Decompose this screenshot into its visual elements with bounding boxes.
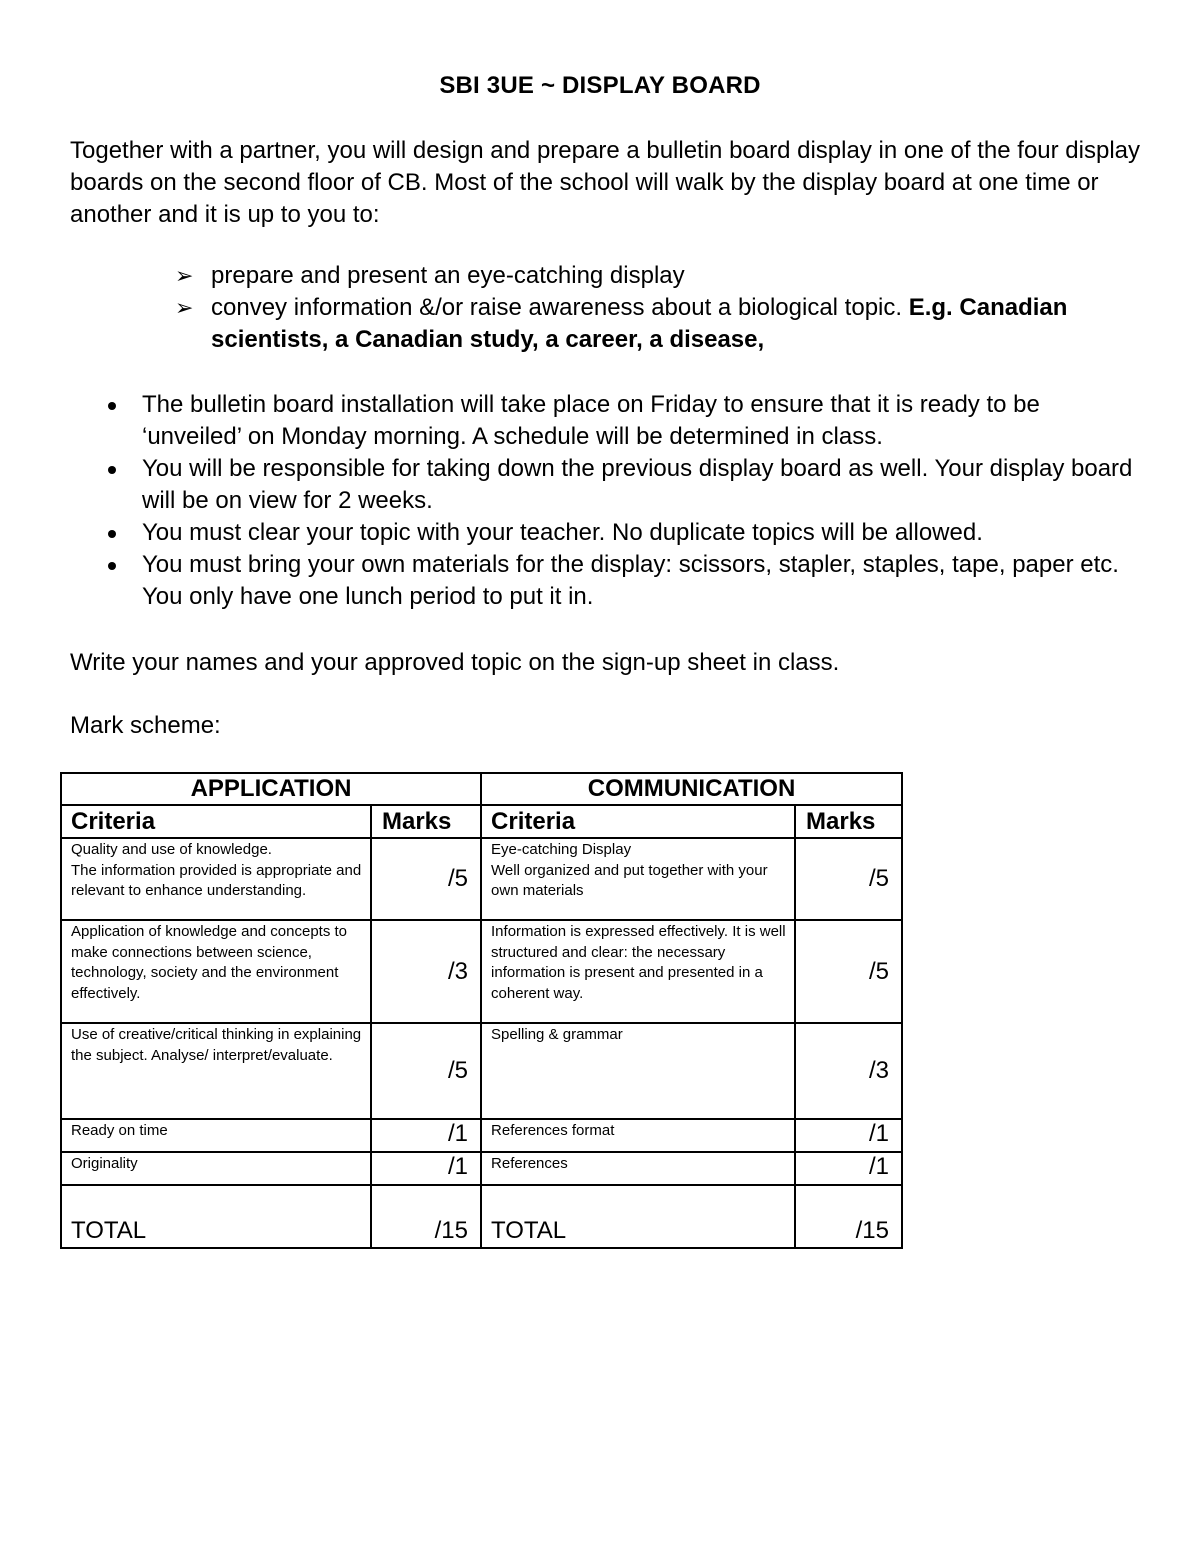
application-criteria-header: Criteria (61, 805, 371, 838)
communication-criteria-cell: Information is expressed effectively. It is well structured and clear: the necessary information is present and presented in a coherent way. (481, 920, 795, 1023)
communication-criteria-cell: References format (481, 1119, 795, 1152)
intro-paragraph: Together with a partner, you will design and prepare a bulletin board display in one of the four display boards on the second floor of CB. Most of the school will walk by the display board at one time or another and it is up to you to: (70, 137, 1141, 228)
table-row (61, 838, 902, 920)
application-criteria-cell: Quality and use of knowledge. The information provided is appropriate and relevant to enhance understanding. (61, 838, 371, 920)
goal-examples: E.g. Canadian scientists, a Canadian study, a career, a disease, (211, 294, 1068, 353)
bullet-dot-icon (108, 562, 116, 570)
bullet-dot-icon (108, 402, 116, 410)
application-header: APPLICATION (61, 773, 481, 805)
communication-criteria-header: Criteria (481, 805, 795, 838)
application-marks-header: Marks (371, 805, 481, 838)
goal-text: prepare and present an eye-catching display (211, 262, 685, 289)
table-row (61, 1023, 902, 1119)
application-criteria-cell: Ready on time (61, 1119, 371, 1152)
rule-item (105, 389, 1135, 453)
application-marks-cell: /1 (371, 1152, 481, 1185)
application-marks-cell: /5 (371, 1023, 481, 1119)
communication-criteria-cell: Spelling & grammar (481, 1023, 795, 1119)
rule-item (105, 453, 1135, 517)
communication-total-marks: /15 (795, 1185, 902, 1248)
page-title: SBI 3UE ~ DISPLAY BOARD (439, 72, 761, 99)
table-row (61, 1152, 902, 1185)
rule-text: The bulletin board installation will take place on Friday to ensure that it is ready to be ‘unveiled’ on Monday morning. A schedule will be determined in class. (142, 391, 1040, 450)
rule-text: You must clear your topic with your teacher. No duplicate topics will be allowed. (142, 519, 983, 546)
communication-marks-cell: /3 (795, 1023, 902, 1119)
communication-marks-cell: /1 (795, 1152, 902, 1185)
communication-header: COMMUNICATION (481, 773, 902, 805)
mark-scheme-table (60, 772, 903, 1249)
application-criteria-cell: Use of creative/critical thinking in explaining the subject. Analyse/ interpret/evaluate. (61, 1023, 371, 1119)
communication-marks-cell: /1 (795, 1119, 902, 1152)
rule-text: You must bring your own materials for the display: scissors, stapler, staples, tape, paper etc. You only have one lunch period to put it in. (142, 551, 1119, 610)
rules-list (105, 389, 1135, 613)
application-marks-cell: /5 (371, 838, 481, 920)
communication-marks-cell: /5 (795, 838, 902, 920)
communication-criteria-cell: Eye-catching Display Well organized and put together with your own materials (481, 838, 795, 920)
application-total-label: TOTAL (61, 1185, 371, 1248)
application-marks-cell: /1 (371, 1119, 481, 1152)
rule-item (105, 517, 1135, 549)
communication-total-label: TOTAL (481, 1185, 795, 1248)
signup-instruction: Write your names and your approved topic on the sign-up sheet in class. (70, 649, 840, 676)
section-header-row (61, 773, 902, 805)
communication-marks-cell: /5 (795, 920, 902, 1023)
table-row (61, 1119, 902, 1152)
mark-scheme-label: Mark scheme: (70, 712, 221, 739)
table-row (61, 920, 902, 1023)
goal-item (175, 292, 1115, 356)
application-criteria-cell: Application of knowledge and concepts to make connections between science, technology, society and the environment effectively. (61, 920, 371, 1023)
goal-text: convey information &/or raise awareness about a biological topic. (211, 294, 909, 321)
rule-item (105, 549, 1135, 613)
communication-criteria-cell: References (481, 1152, 795, 1185)
application-total-marks: /15 (371, 1185, 481, 1248)
bullet-dot-icon (108, 466, 116, 474)
arrow-bullet-icon: ➢ (175, 263, 194, 288)
application-marks-cell: /3 (371, 920, 481, 1023)
goal-list (175, 260, 1115, 356)
column-header-row (61, 805, 902, 838)
rule-text: You will be responsible for taking down the previous display board as well. Your display board will be on view for 2 weeks. (142, 455, 1133, 514)
communication-marks-header: Marks (795, 805, 902, 838)
goal-item (175, 260, 1115, 292)
bullet-dot-icon (108, 530, 116, 538)
total-row (61, 1185, 902, 1248)
application-criteria-cell: Originality (61, 1152, 371, 1185)
arrow-bullet-icon: ➢ (175, 295, 194, 320)
